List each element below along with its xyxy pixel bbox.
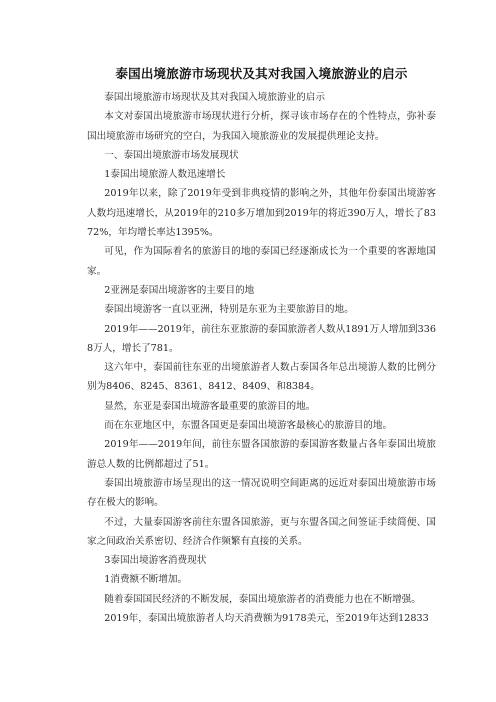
paragraph: 这六年中，泰国前往东亚的出境旅游者人数占泰国各年总出境游人数的比例分别为8406、8245、8361、8412、8409、和8384。 <box>87 362 436 393</box>
section-heading-1: 一、泰国出境旅游市场发展现状 <box>104 149 239 161</box>
paragraph: 泰国出境旅游市场呈现出的这一情况说明空间距离的远近对泰国出境旅游市场存在极大的影响。 <box>87 477 436 509</box>
paragraph: 而在东亚地区中，东盟各国更是泰国出境游客最核心的旅游目的地。 <box>104 420 393 432</box>
document-title: 泰国出境旅游市场现状及其对我国入境旅游业的启示 <box>115 66 408 81</box>
paragraph: 随着泰国国民经济的不断发展，泰国出境旅游者的消费能力也在不断增强。 <box>104 593 421 605</box>
paragraph: 2019年，泰国出境旅游者人均天消费额为9178美元，至2019年达到12833 <box>104 613 429 625</box>
subsection-heading-3: 3泰国出境游客消费现状 <box>104 555 207 567</box>
paragraph: 显然，东亚是泰国出境游客最重要的旅游目的地。 <box>104 400 316 412</box>
paragraph-subtitle: 泰国出境旅游市场现状及其对我国入境旅游业的启示 <box>104 92 325 103</box>
paragraph: 可见，作为国际着名的旅游目的地的泰国已经逐渐成长为一个重要的客源地国家。 <box>87 246 436 277</box>
paragraph-abstract: 本文对泰国出境旅游市场现状进行分析，探寻该市场存在的个性特点，弥补泰国出境旅游市场研究的空白，为我国入境旅游业的发展提供理论支持。 <box>87 111 436 142</box>
subsection-heading-1: 1泰国出境旅游人数迅速增长 <box>104 169 226 181</box>
paragraph: 2019年——2019年，前往东亚旅游的泰国旅游者人数从1891万人增加到3368万人，增长了781。 <box>87 323 436 354</box>
subsection-heading-2: 2亚洲是泰国出境游客的主要目的地 <box>104 284 255 296</box>
paragraph: 不过，大量泰国游客前往东盟各国旅游，更与东盟各国之间签证手续简便、国家之间政治关系密切、经济合作频繁有直接的关系。 <box>87 516 436 547</box>
paragraph: 1消费额不断增加。 <box>104 574 188 586</box>
paragraph: 2019年以来，除了2019年受到非典疫情的影响之外，其他年份泰国出境游客人数均迅速增长，从2019年的210多万增加到2019年的将近390万人，增长了8372%，年均增长率达1395%。 <box>87 188 436 239</box>
paragraph: 泰国出境游客一直以亚洲，特别是东亚为主要旅游目的地。 <box>104 304 354 316</box>
paragraph: 2019年——2019年间，前往东盟各国旅游的泰国游客数量占各年泰国出境旅游总人数的比例都超过了51。 <box>87 439 436 470</box>
